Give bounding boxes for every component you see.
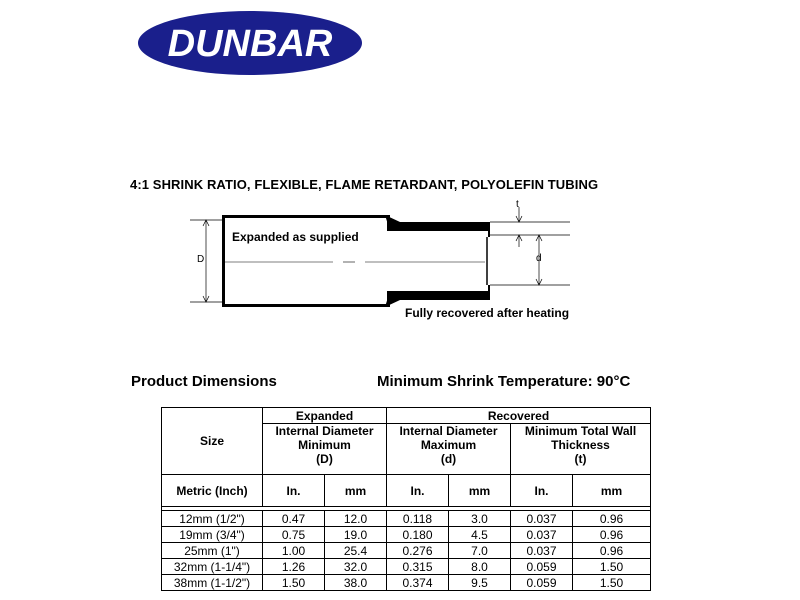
unit-cell: mm: [325, 475, 387, 507]
value-cell: 9.5: [449, 575, 511, 591]
label-recovered: Fully recovered after heating: [405, 306, 570, 320]
unit-cell: Metric (Inch): [162, 475, 263, 507]
label-D: D: [197, 254, 205, 265]
value-cell: 1.50: [573, 559, 651, 575]
label-t: t: [516, 199, 519, 210]
unit-cell: In.: [511, 475, 573, 507]
value-cell: 12.0: [325, 511, 387, 527]
value-cell: 0.47: [263, 511, 325, 527]
unit-cell: In.: [387, 475, 449, 507]
size-cell: 19mm (3/4"): [162, 527, 263, 543]
dunbar-logo: [137, 10, 363, 76]
value-cell: 0.96: [573, 511, 651, 527]
value-cell: 8.0: [449, 559, 511, 575]
value-cell: 0.037: [511, 543, 573, 559]
value-cell: 25.4: [325, 543, 387, 559]
value-cell: 19.0: [325, 527, 387, 543]
value-cell: 0.374: [387, 575, 449, 591]
size-header: Size: [162, 408, 263, 475]
dimensions-table: [161, 407, 651, 591]
col-d-header: Internal Diameter Maximum (d): [387, 424, 511, 475]
value-cell: 0.037: [511, 511, 573, 527]
product-subtitle: 4:1 SHRINK RATIO, FLEXIBLE, FLAME RETARDANT, POLYOLEFIN TUBING: [130, 177, 599, 192]
table-row: [162, 543, 651, 559]
unit-cell: mm: [573, 475, 651, 507]
value-cell: 38.0: [325, 575, 387, 591]
size-cell: 12mm (1/2"): [162, 511, 263, 527]
unit-cell: mm: [449, 475, 511, 507]
value-cell: 0.059: [511, 559, 573, 575]
expanded-header: Expanded: [263, 408, 387, 424]
size-cell: 38mm (1-1/2"): [162, 575, 263, 591]
logo-text: DUNBAR: [167, 23, 333, 65]
col-D-header: Internal Diameter Minimum (D): [263, 424, 387, 475]
value-cell: 0.96: [573, 543, 651, 559]
value-cell: 1.26: [263, 559, 325, 575]
value-cell: 0.118: [387, 511, 449, 527]
tubing-diagram: [185, 195, 605, 325]
col-t-header: Minimum Total Wall Thickness (t): [511, 424, 651, 475]
value-cell: 0.75: [263, 527, 325, 543]
table-row: [162, 559, 651, 575]
value-cell: 0.180: [387, 527, 449, 543]
value-cell: 0.276: [387, 543, 449, 559]
value-cell: 1.00: [263, 543, 325, 559]
table-row: [162, 575, 651, 591]
table-row: [162, 527, 651, 543]
value-cell: 1.50: [573, 575, 651, 591]
value-cell: 32.0: [325, 559, 387, 575]
unit-row: [162, 475, 651, 507]
value-cell: 1.50: [263, 575, 325, 591]
value-cell: 0.059: [511, 575, 573, 591]
value-cell: 4.5: [449, 527, 511, 543]
label-d: d: [536, 253, 542, 264]
value-cell: 3.0: [449, 511, 511, 527]
size-cell: 32mm (1-1/4"): [162, 559, 263, 575]
table-row: [162, 511, 651, 527]
label-expanded: Expanded as supplied: [232, 230, 359, 244]
value-cell: 0.037: [511, 527, 573, 543]
product-dimensions-title: Product Dimensions: [131, 373, 277, 390]
unit-cell: In.: [263, 475, 325, 507]
recovered-header: Recovered: [387, 408, 651, 424]
value-cell: 7.0: [449, 543, 511, 559]
value-cell: 0.315: [387, 559, 449, 575]
value-cell: 0.96: [573, 527, 651, 543]
size-cell: 25mm (1"): [162, 543, 263, 559]
shrink-temperature-title: Minimum Shrink Temperature: 90°C: [377, 373, 631, 390]
